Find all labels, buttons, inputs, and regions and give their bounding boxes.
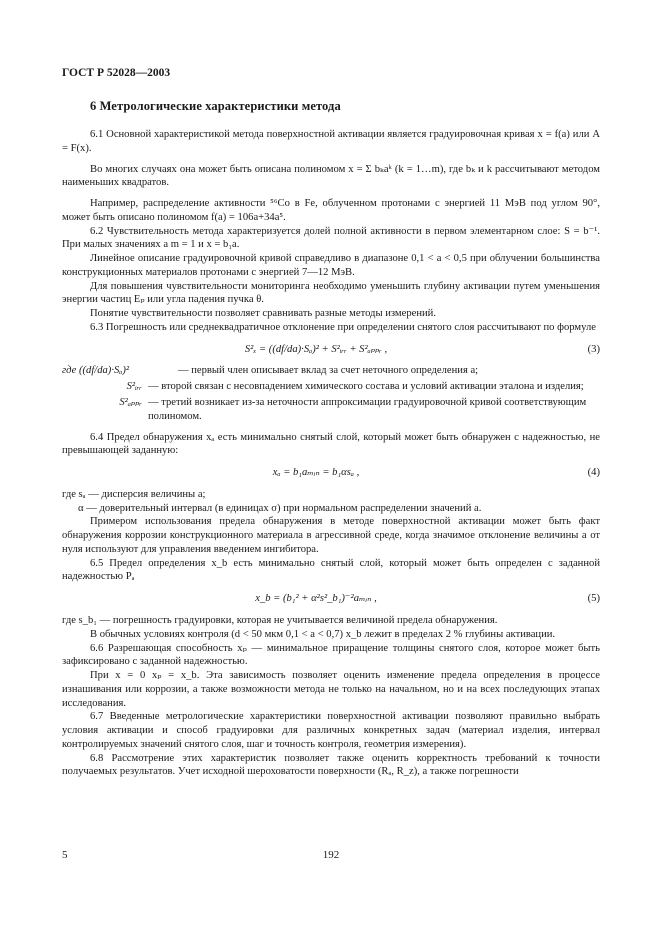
formula-3 (62, 343, 600, 357)
section-title: 6 Метрологические характеристики метода (90, 99, 341, 113)
paragraph: Во многих случаях она может быть описана полиномом x = Σ bₖaᵏ (k = 1…m), где bₖ и k рассчитывают методом наименьших квадратов. (62, 163, 600, 189)
definition-symbol: S²ₐₚₚᵣ (119, 397, 142, 409)
document-header: ГОСТ Р 52028—2003 (62, 67, 171, 79)
paragraph: Для повышения чувствительности мониторинга необходимо уменьшить глубину активации путем уменьшения энергии частиц Eₚ или угла падения пучка θ. (62, 280, 600, 306)
formula-4 (62, 466, 600, 480)
definition-line: α — доверительный интервал (в единицах σ) при нормальном распределении значений a. (78, 502, 482, 514)
paragraph: Примером использования предела обнаружения в методе поверхностной активации может быть факт обнаружения коррозии конструкционного материала в агрессивной среде, когда значимое отклонение величины a от нуля используют для управления введением ингибитора. (62, 516, 600, 555)
definition-item (62, 396, 600, 424)
formula-number: (5) (587, 593, 600, 605)
formula-expression: xₐ = b₁aₘᵢₙ = b₁αsₐ , (272, 467, 360, 479)
paragraph: 6.7 Введенные метрологические характеристики поверхностной активации позволяют правильно выбрать условия активации и способ градуировки для различных конкретных задач (материал изделия, интервал контролируемых значений снятого слоя, шаг и точность контроля, геометрия измерения). (62, 711, 600, 750)
paragraph: Например, распределение активности ⁵⁶Co в Fe, облученном протонами с энергией 11 МэВ под углом 90°, может быть описано полиномом f(a) = 106a+34a⁵. (62, 198, 600, 223)
definition-text: — первый член описывает вклад за счет неточного определения a; (178, 365, 479, 377)
paragraph: 6.2 Чувствительность метода характеризуется долей полной активности в первом элементарном слое: S = b⁻¹. При малых значениях a m = 1 и x = b₁a. (62, 225, 600, 251)
paragraph: 6.4 Предел обнаружения xₐ есть минимально снятый слой, который может быть обнаружен с надежностью, не превышающей заданную: (62, 431, 600, 457)
paragraph: При x = 0 xₚ = x_b. Эта зависимость позволяет оценить изменение предела определения в процессе изнашивания или коррозии, а также возможности метода не только на начальном, но и на всех последующих этапах исследования. (62, 670, 600, 709)
definition-line: где s_b₁ — погрешность градуировки, которая не учитывается величиной предела обнаружения. (62, 614, 498, 626)
paragraph: Понятие чувствительности позволяет сравнивать разные методы измерений. (90, 308, 436, 320)
formula-number: (3) (587, 343, 600, 355)
page-number-left: 5 (62, 849, 68, 861)
paragraph: Линейное описание градуировочной кривой справедливо в диапазоне 0,1 < a < 0,5 при облучении большинства конструкционных материалов протонами с энергией 7—12 МэВ. (62, 253, 600, 278)
formula-expression: S²ₓ = ((df/da)·Sₐ)² + S²ᵢᵣᵣ + S²ₐₚₚᵣ , (244, 343, 388, 355)
formula-expression: x_b = (b₁² + α²s²_b₁)⁻²aₘᵢₙ , (255, 593, 377, 605)
document-page (62, 0, 600, 936)
formula-5 (62, 592, 600, 606)
paragraph: 6.5 Предел определения x_b есть минимально снятый слой, который может быть определен с заданной надежностью Pₐ (62, 557, 600, 583)
paragraph: 6.8 Рассмотрение этих характеристик позволяет также оценить корректность требований к точности получаемых результатов. Учет исходной шероховатости поверхности (Rₐ, R_z), а также погрешности (62, 752, 600, 778)
definition-text: — третий возникает из-за неточности аппроксимации градуировочной кривой соответствующим полиномом. (148, 397, 587, 422)
definition-symbol: S²ᵢᵣᵣ (126, 381, 142, 393)
definition-text: — второй связан с несовпадением химического состава и условий активации эталона и изделия; (148, 381, 584, 393)
paragraph: 6.3 Погрешность или среднеквадратичное отклонение при определении снятого слоя рассчитывают по формуле (90, 321, 596, 333)
paragraph: 6.1 Основной характеристикой метода поверхностной активации является градуировочная кривая x = f(a) или A = F(x). (62, 129, 600, 154)
definition-line: где sₐ — дисперсия величины a; (62, 488, 206, 500)
document-body (62, 128, 600, 779)
definition-symbol: где ((df/da)·Sₐ)² (62, 365, 130, 377)
definition-item (62, 364, 600, 378)
paragraph: В обычных условиях контроля (d < 50 мкм 0,1 < a < 0,7) x_b лежит в пределах 2 % глубины активации. (90, 628, 556, 640)
page-number-center: 192 (322, 849, 340, 861)
paragraph: 6.6 Разрешающая способность xₚ — минимальное приращение толщины снятого слоя, которое может быть зафиксировано с заданной надежностью. (62, 642, 600, 668)
definition-item (62, 380, 600, 394)
formula-number: (4) (587, 467, 600, 479)
